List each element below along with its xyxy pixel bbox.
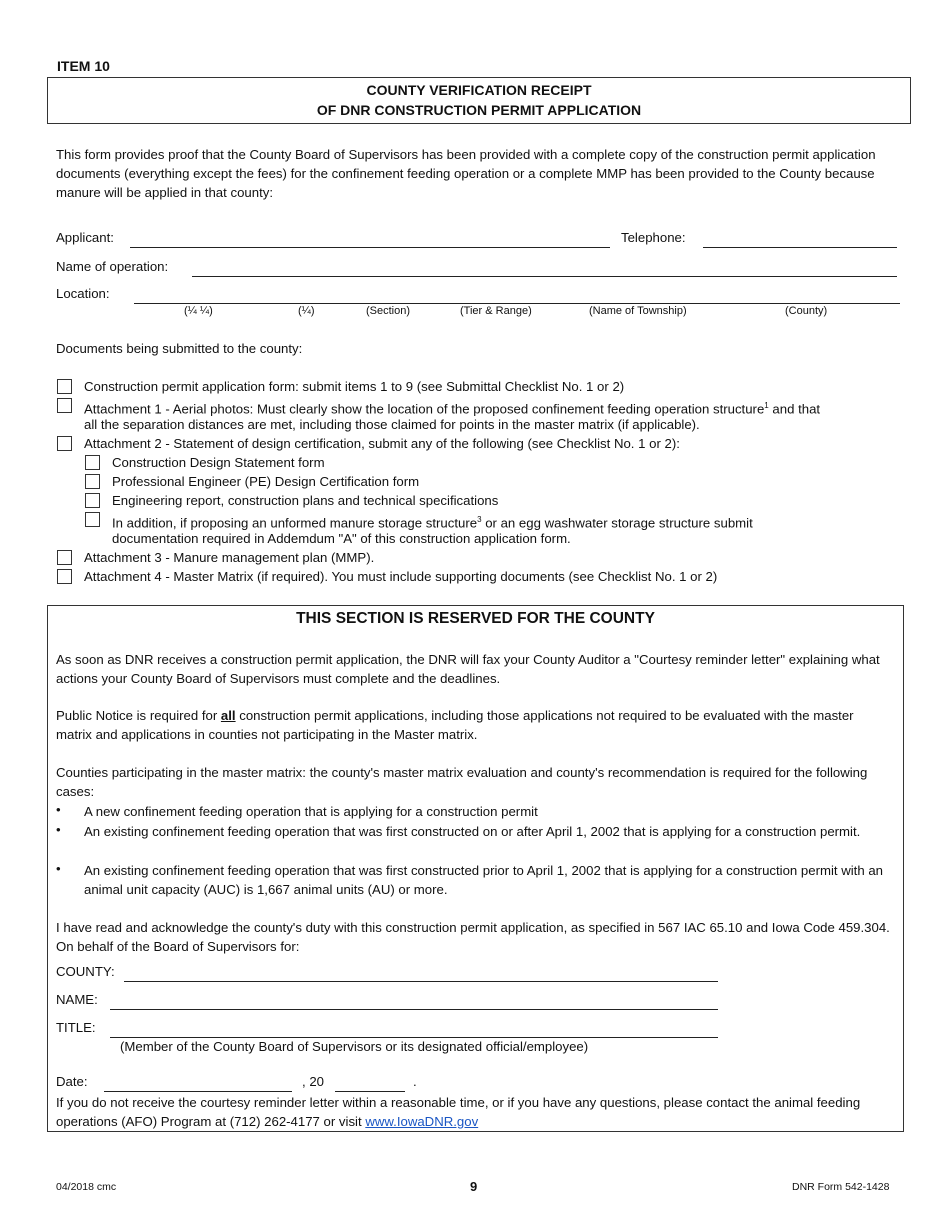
- location-sublabel-tier-range: (Tier & Range): [460, 305, 532, 317]
- member-note: (Member of the County Board of Supervisors or its designated official/employee): [120, 1039, 589, 1054]
- county-para-master-matrix: Counties participating in the master matrix: the county's master matrix evaluation and county's recommendation is required for the following cases:: [56, 765, 868, 799]
- checkbox-addendum-a[interactable]: [85, 512, 100, 527]
- telephone-field[interactable]: [703, 247, 897, 248]
- sub-addendum-a-label-cont: documentation required in Addemdum "A" of this construction application form.: [112, 531, 571, 546]
- date-field[interactable]: [104, 1091, 292, 1092]
- sub-pe-certification-label: Professional Engineer (PE) Design Certification form: [112, 474, 420, 489]
- iowa-dnr-link[interactable]: www.IowaDNR.gov: [365, 1114, 479, 1129]
- date-period: .: [413, 1074, 417, 1089]
- county-para-acknowledge: I have read and acknowledge the county's duty with this construction permit application, as specified in 567 IAC 65.10 and Iowa Code 459.304. On behalf of the Board of Supervisors for:: [56, 920, 890, 954]
- bullet-existing-before-2002: An existing confinement feeding operation that was first constructed prior to April 1, 2002 that is applying for a construction permit with an animal unit capacity (AUC) is 1,667 animal units (AU) or more.: [84, 863, 884, 897]
- year-prefix: , 20: [302, 1074, 324, 1089]
- location-sublabel-quarter-quarter: (¼ ¼): [184, 305, 213, 317]
- doc-aerial-photos-label: Attachment 1 - Aerial photos: Must clearly show the location of the proposed confinement feeding operation structure$^1$ and that: [84, 401, 821, 417]
- date-label: Date:: [56, 1074, 88, 1089]
- bullet-existing-after-2002: An existing confinement feeding operation that was first constructed on or after April 1, 2002 that is applying for a construction permit.: [84, 824, 861, 839]
- location-field[interactable]: [134, 303, 900, 304]
- footer-date-code: 04/2018 cmc: [56, 1181, 117, 1193]
- checkbox-engineering-report[interactable]: [85, 493, 100, 508]
- doc-mmp-label: Attachment 3 - Manure management plan (MMP).: [84, 550, 375, 565]
- sub-engineering-report-label: Engineering report, construction plans and technical specifications: [112, 493, 499, 508]
- sub-design-statement-label: Construction Design Statement form: [112, 455, 325, 470]
- footer-form-number: DNR Form 542-1428: [792, 1181, 890, 1193]
- form-title-line2: OF DNR CONSTRUCTION PERMIT APPLICATION: [316, 102, 642, 118]
- item-label: ITEM 10: [57, 58, 110, 74]
- documents-heading: Documents being submitted to the county:: [56, 341, 303, 356]
- county-label: COUNTY:: [56, 964, 115, 979]
- applicant-label: Applicant:: [56, 230, 114, 245]
- official-name-field[interactable]: [110, 1009, 718, 1010]
- checkbox-design-statement[interactable]: [85, 455, 100, 470]
- checkbox-design-certification[interactable]: [57, 436, 72, 451]
- title-label: TITLE:: [56, 1020, 96, 1035]
- page-number: 9: [470, 1179, 478, 1194]
- name-label: NAME:: [56, 992, 98, 1007]
- operation-field[interactable]: [192, 276, 897, 277]
- location-sublabel-section: (Section): [366, 305, 411, 317]
- doc-aerial-photos-label-cont: all the separation distances are met, including those claimed for points in the master matrix (if applicable).: [84, 417, 700, 432]
- form-title-box: [47, 77, 911, 124]
- location-sublabel-quarter: (¼): [298, 305, 315, 317]
- bullet-marker: •: [56, 822, 61, 837]
- checkbox-mmp[interactable]: [57, 550, 72, 565]
- checkbox-application-form[interactable]: [57, 379, 72, 394]
- applicant-field[interactable]: [130, 247, 610, 248]
- county-para-courtesy-letter: As soon as DNR receives a construction permit application, the DNR will fax your County Auditor a "Courtesy reminder letter" explaining what actions your County Board of Supervisors must complete and the deadlines.: [56, 652, 880, 686]
- doc-design-certification-label: Attachment 2 - Statement of design certification, submit any of the following (see Checklist No. 1 or 2):: [84, 436, 680, 451]
- sub-addendum-a-label: In addition, if proposing an unformed manure storage structure$^3$ or an egg washwater storage structure submit: [112, 515, 753, 531]
- telephone-label: Telephone:: [621, 230, 686, 245]
- location-sublabel-county: (County): [785, 305, 828, 317]
- doc-master-matrix-label: Attachment 4 - Master Matrix (if required). You must include supporting documents (see Checklist No. 1 or 2): [84, 569, 718, 584]
- contact-paragraph: If you do not receive the courtesy reminder letter within a reasonable time, or if you have any questions, please contact the animal feeding operations (AFO) Program at (712) 262-4177 or visit www.IowaDNR.gov: [56, 1095, 861, 1129]
- bullet-new-operation: A new confinement feeding operation that is applying for a construction permit: [84, 804, 538, 819]
- checkbox-aerial-photos[interactable]: [57, 398, 72, 413]
- bullet-marker: •: [56, 802, 61, 817]
- county-para-public-notice: Public Notice is required for all construction permit applications, including those applications not required to be evaluated with the master matrix and applications in counties not participating in the Master matrix.: [56, 708, 854, 742]
- doc-application-form-label: Construction permit application form: submit items 1 to 9 (see Submittal Checklist No. 1 or 2): [84, 379, 625, 394]
- official-title-field[interactable]: [110, 1037, 718, 1038]
- location-label: Location:: [56, 286, 110, 301]
- intro-paragraph: This form provides proof that the County Board of Supervisors has been provided with a complete copy of the construction permit application documents (everything except the fees) for the confinement feeding operation or a complete MMP has been provided to the County because manure will be applied in that county:: [56, 147, 876, 200]
- checkbox-pe-certification[interactable]: [85, 474, 100, 489]
- checkbox-master-matrix[interactable]: [57, 569, 72, 584]
- location-sublabel-township: (Name of Township): [589, 305, 687, 317]
- county-name-field[interactable]: [124, 981, 718, 982]
- year-field[interactable]: [335, 1091, 405, 1092]
- form-title-line1: COUNTY VERIFICATION RECEIPT: [366, 82, 592, 98]
- operation-label: Name of operation:: [56, 259, 169, 274]
- bullet-marker: •: [56, 861, 61, 876]
- county-section-title: THIS SECTION IS RESERVED FOR THE COUNTY: [296, 610, 655, 627]
